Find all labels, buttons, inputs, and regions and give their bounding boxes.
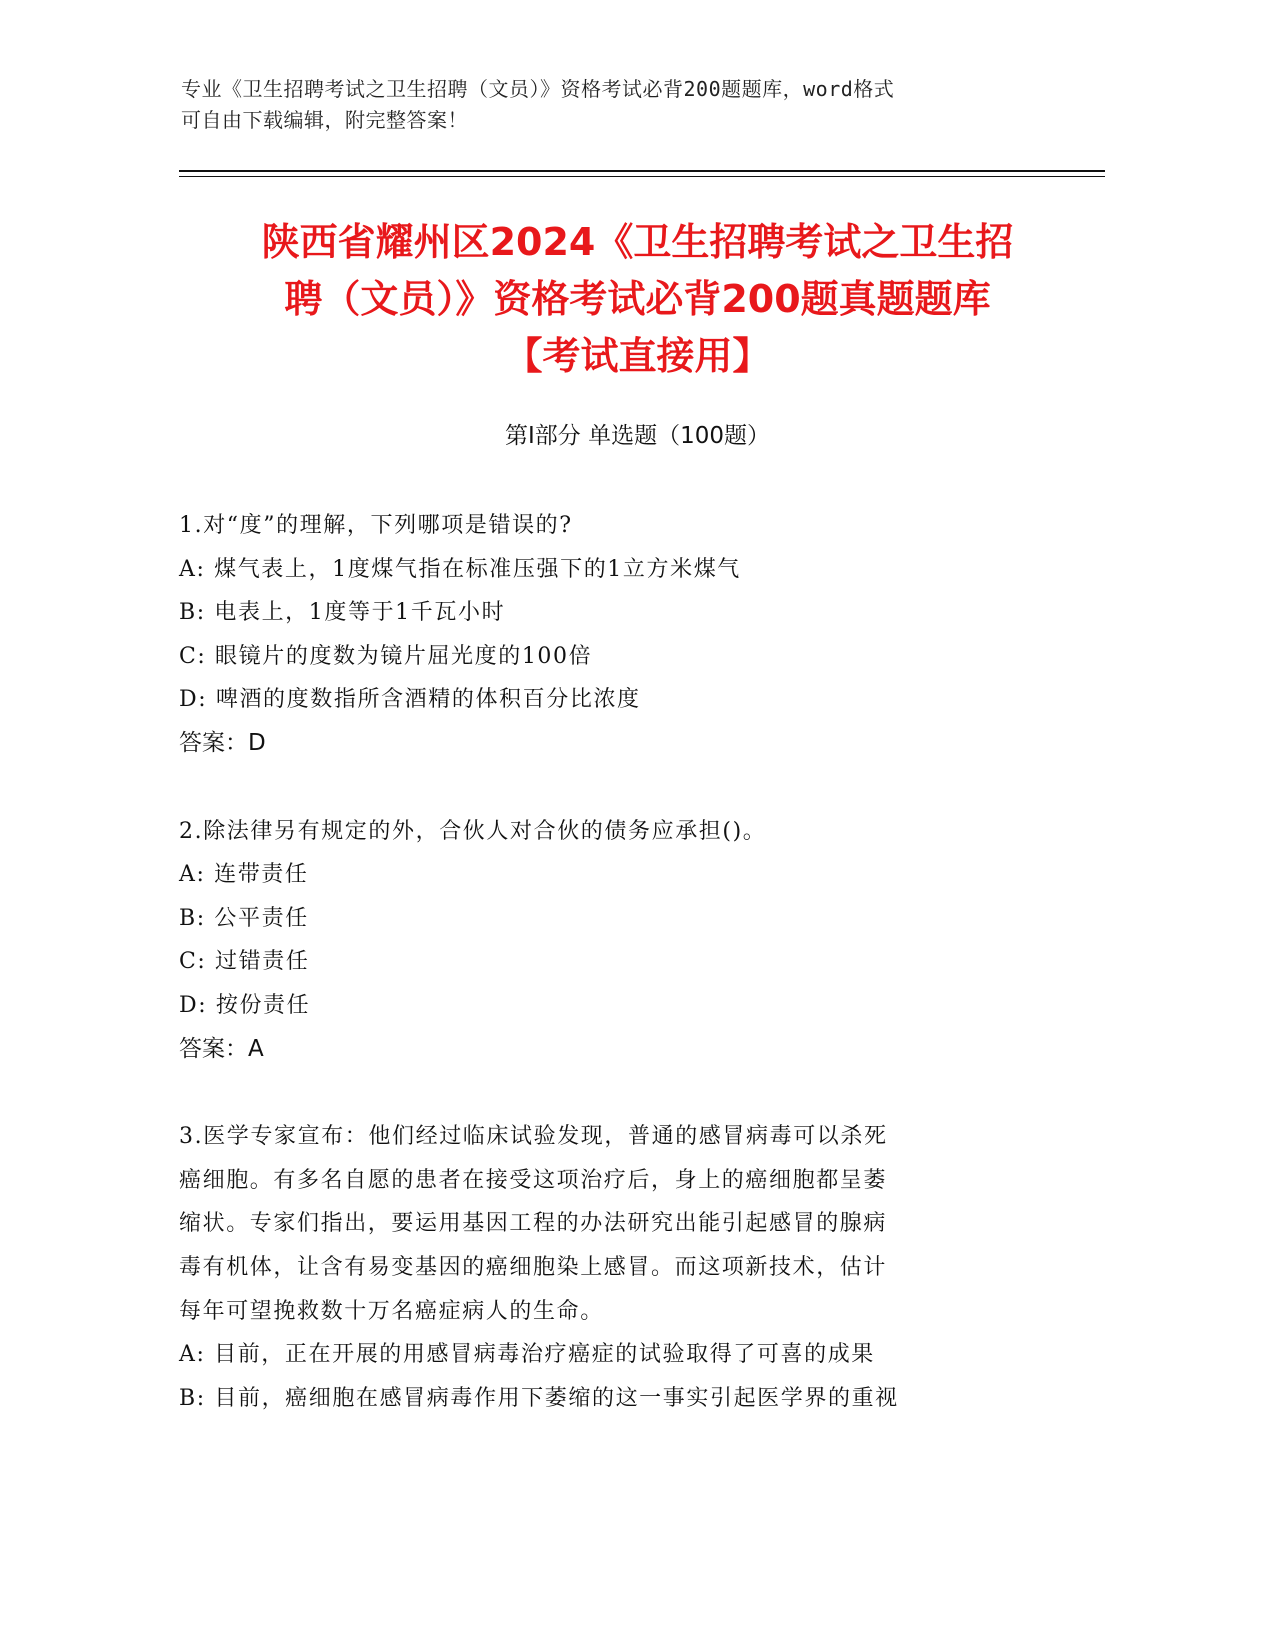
answer-option: B: 公平责任	[179, 905, 309, 931]
answer-option: B: 目前，癌细胞在感冒病毒作用下萎缩的这一事实引起医学界的重视	[179, 1385, 899, 1411]
question-item	[179, 504, 1059, 766]
document-title	[150, 214, 1125, 385]
header-divider	[179, 170, 1105, 172]
question-stem: 1.对“度”的理解，下列哪项是错误的?	[179, 513, 573, 538]
title-line: 聘（文员）》资格考试必背200题真题题库	[284, 277, 991, 321]
answer-key: 答案：A	[179, 1035, 264, 1062]
header-note-line: 可自由下载编辑，附完整答案！	[181, 108, 468, 132]
question-stem: 每年可望挽救数十万名癌症病人的生命。	[179, 1298, 604, 1324]
title-line: 陕西省耀州区2024《卫生招聘考试之卫生招	[261, 220, 1014, 264]
question-stem: 癌细胞。有多名自愿的患者在接受这项治疗后，身上的癌细胞都呈萎	[179, 1167, 888, 1193]
question-stem: 2.除法律另有规定的外，合伙人对合伙的债务应承担()。	[179, 818, 767, 844]
header-note-line: 专业《卫生招聘考试之卫生招聘（文员）》资格考试必背200题题库，word格式	[181, 77, 895, 101]
answer-option: C: 眼镜片的度数为镜片屈光度的100倍	[179, 643, 593, 669]
header-divider-thin	[179, 176, 1105, 177]
answer-option: D: 按份责任	[179, 992, 311, 1018]
answer-option: C: 过错责任	[179, 949, 310, 975]
answer-option: A: 煤气表上，1度煤气指在标准压强下的1立方米煤气	[179, 556, 741, 582]
section-heading: 第I部分 单选题（100题）	[505, 423, 770, 449]
title-line: 【考试直接用】	[504, 334, 771, 378]
question-stem: 毒有机体，让含有易变基因的癌细胞染上感冒。而这项新技术，估计	[179, 1254, 888, 1280]
question-list	[179, 504, 1059, 1464]
answer-option: A: 连带责任	[179, 862, 309, 888]
question-item	[179, 810, 1059, 1072]
header-note	[181, 74, 1031, 136]
question-stem: 3.医学专家宣布：他们经过临床试验发现，普通的感冒病毒可以杀死	[179, 1124, 888, 1150]
answer-option: A: 目前，正在开展的用感冒病毒治疗癌症的试验取得了可喜的成果	[179, 1342, 875, 1368]
question-stem: 缩状。专家们指出，要运用基因工程的办法研究出能引起感冒的腺病	[179, 1211, 888, 1237]
answer-option: D: 啤酒的度数指所含酒精的体积百分比浓度	[179, 687, 641, 713]
answer-option: B: 电表上，1度等于1千瓦小时	[179, 600, 506, 626]
question-item	[179, 1115, 1059, 1420]
answer-key: 答案：D	[179, 729, 266, 756]
